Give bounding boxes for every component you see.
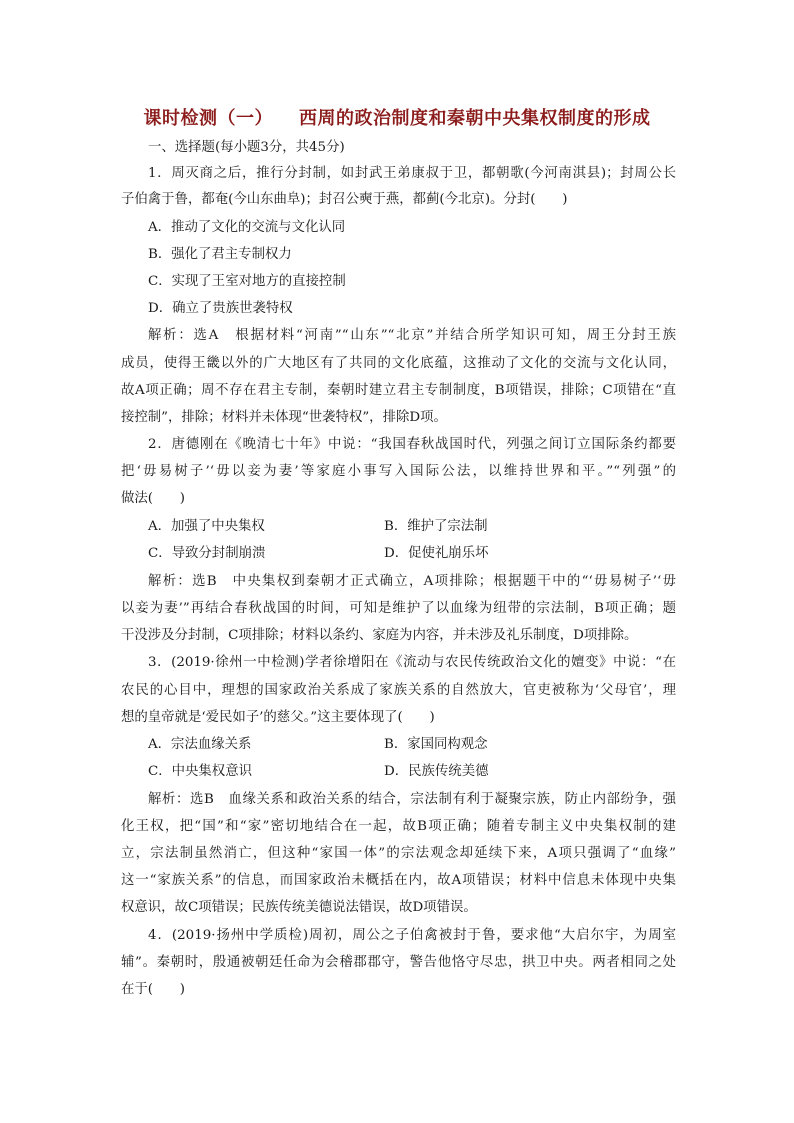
q2-option-b: B．维护了宗法制 xyxy=(384,519,488,534)
title-topic: 西周的政治制度和秦朝中央集权制度的形成 xyxy=(299,108,651,129)
q3-analysis-line: 化王权，把“国”和“家”密切地结合在一起，故B项正确；随着专制主义中央集权制的建 xyxy=(121,819,676,834)
q2-analysis-line: 干没涉及分封制，C项排除；材料以条约、家庭为内容，并未涉及礼乐制度，D项排除。 xyxy=(121,628,638,643)
q1-stem-line: 1．周灭商之后，推行分封制，如封武王弟康叔于卫，都朝歌(今河南淇县)；封周公长 xyxy=(148,166,676,181)
q2-option-d: D．促使礼崩乐坏 xyxy=(384,546,489,561)
q1-option-c: C．实现了王室对地方的直接控制 xyxy=(148,274,346,289)
q2-stem-line: 2．唐德刚在《晚清七十年》中说：“我国春秋战国时代，列强之间订立国际条约都要 xyxy=(148,437,676,452)
q3-option-d: D．民族传统美德 xyxy=(384,764,489,779)
q3-option-a: A．宗法血缘关系 xyxy=(148,737,252,752)
q1-option-a: A．推动了文化的交流与文化认同 xyxy=(148,220,346,235)
q3-analysis-line: 权意识，故C项错误；民族传统美德说法错误，故D项错误。 xyxy=(121,900,477,915)
q1-analysis-line: 接控制”，排除；材料并未体现“世袭特权”，排除D项。 xyxy=(121,410,447,425)
q3-analysis-line: 这一“家族关系”的信息，而国家政治未概括在内，故A项错误；材料中信息未体现中央集 xyxy=(121,873,676,888)
q1-option-b: B．强化了君主专制权力 xyxy=(148,247,292,262)
q2-option-c: C．导致分封制崩溃 xyxy=(148,546,266,561)
q3-stem-line: 想的皇帝就是‘爱民如子’的慈父。”这主要体现了( ) xyxy=(121,710,435,725)
q1-analysis-line: 成员，使得王畿以外的广大地区有了共同的文化底蕴，这推动了文化的交流与文化认同， xyxy=(121,356,676,371)
q2-stem-line: 做法( ) xyxy=(121,491,186,506)
q3-option-c: C．中央集权意识 xyxy=(148,764,252,779)
q4-stem-line: 4．(2019·扬州中学质检)周初，周公之子伯禽被封于鲁，要求他“大启尔宇，为周室 xyxy=(148,928,676,943)
q4-stem-line: 在于( ) xyxy=(121,982,186,997)
q2-stem-line: 把‘毋易树子’‘毋以妾为妻’等家庭小事写入国际公法，以维持世界和平。”“列强”的 xyxy=(121,464,676,479)
q3-stem-line: 农民的心目中，理想的国家政治关系成了家族关系的自然放大，官吏被称为‘父母官’，理 xyxy=(121,683,676,698)
q3-analysis-line: 解析：选B 血缘关系和政治关系的结合，宗法制有利于凝聚宗族，防止内部纷争，强 xyxy=(148,792,676,807)
q3-analysis-line: 立，宗法制虽然消亡，但这种“家国一体”的宗法观念却延续下来，A项只强调了“血缘” xyxy=(121,846,676,861)
page-title xyxy=(0,104,794,130)
q1-stem-line: 子伯禽于鲁，都奄(今山东曲阜)；封召公奭于燕，都蓟(今北京)。分封( ) xyxy=(121,192,568,207)
q2-analysis-line: 以妾为妻’”再结合春秋战国的时间，可知是维护了以血缘为纽带的宗法制，B项正确；题 xyxy=(121,601,676,616)
title-lesson-label: 课时检测（一） xyxy=(143,108,273,129)
q3-option-b: B．家国同构观念 xyxy=(384,737,488,752)
q1-analysis-line: 故A项正确；周不存在君主专制，秦朝时建立君主专制制度，B项错误，排除；C项错在“直 xyxy=(121,383,676,398)
q2-analysis-line: 解析：选B 中央集权到秦朝才正式确立，A项排除；根据题干中的“‘毋易树子’‘毋 xyxy=(148,574,676,589)
q3-stem-line: 3．(2019·徐州一中检测)学者徐增阳在《流动与农民传统政治文化的嬗变》中说：“在 xyxy=(148,655,676,670)
section-heading: 一、选择题(每小题3分，共45分) xyxy=(148,140,345,155)
q2-option-a: A．加强了中央集权 xyxy=(148,519,265,534)
q4-stem-line: 辅”。秦朝时，殷通被朝廷任命为会稽郡郡守，警告他恪守尽忠，拱卫中央。两者相同之处 xyxy=(121,955,676,970)
q1-analysis-line: 解析：选A 根据材料“河南”“山东”“北京”并结合所学知识可知，周王分封王族 xyxy=(148,328,676,343)
q1-option-d: D．确立了贵族世袭特权 xyxy=(148,301,293,316)
